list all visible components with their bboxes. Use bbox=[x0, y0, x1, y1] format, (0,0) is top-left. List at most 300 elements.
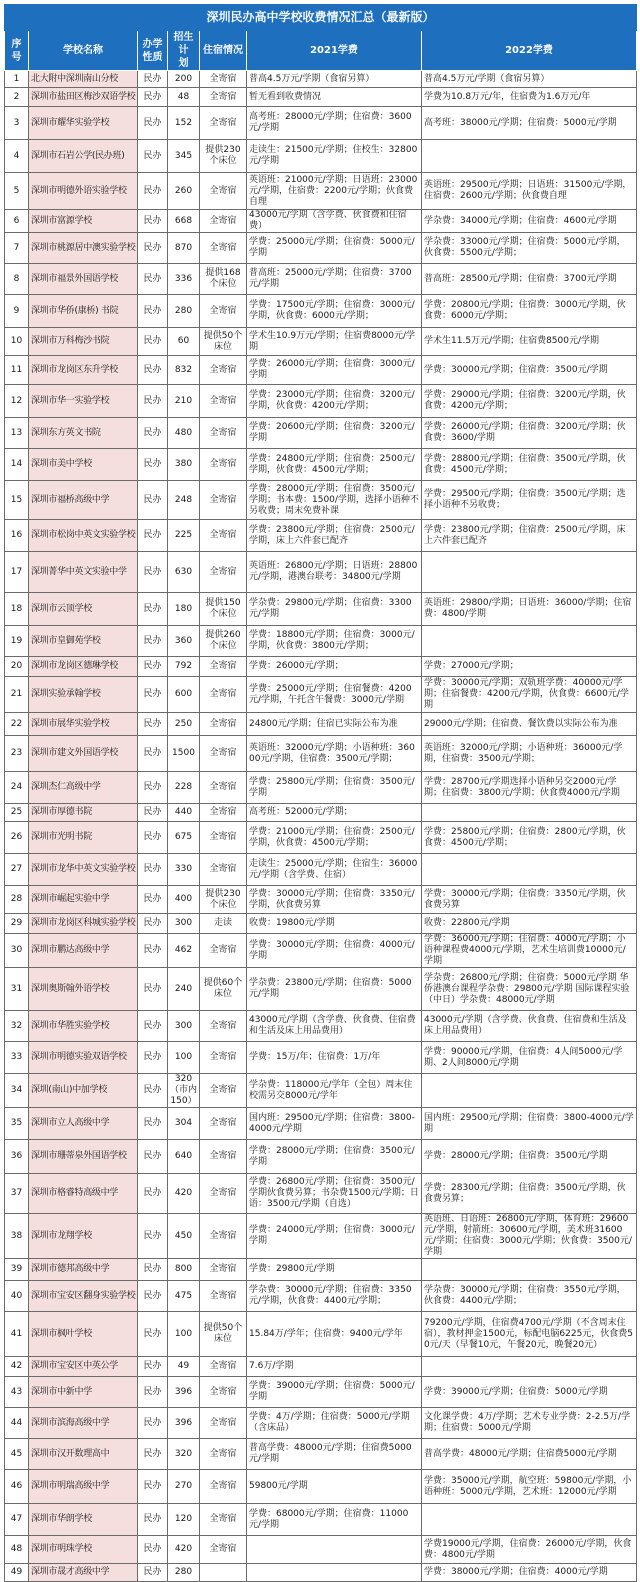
table-row bbox=[5, 804, 637, 822]
fee-2021: 学杂费：29800元/学期；住宿费：3300元/学期 bbox=[247, 593, 422, 626]
fee-2021: 学费：24800元/学期；住宿费：2500元/学期，伙食费：4500元/学期； bbox=[247, 449, 422, 481]
enrollment-plan: 180 bbox=[168, 593, 200, 626]
fee-2022: 普高学费：48000元/学期；住宿费5000元/学期 bbox=[422, 1439, 637, 1470]
school-name: 深圳市美中学校 bbox=[29, 449, 138, 481]
table-body bbox=[5, 71, 637, 1582]
row-number: 21 bbox=[5, 677, 29, 713]
fee-2021: 学费：25800元/学期；住宿费：3500元/学期 bbox=[247, 772, 422, 804]
table-row bbox=[5, 210, 637, 233]
row-number: 26 bbox=[5, 822, 29, 854]
row-number: 43 bbox=[5, 1377, 29, 1408]
enrollment-plan: 475 bbox=[168, 1281, 200, 1312]
fee-2022: 文化课学费：4万/学期；艺术专业学费：2-2.5万/学期；住宿费：5000元/学期 bbox=[422, 1408, 637, 1439]
row-number: 11 bbox=[5, 356, 29, 385]
enrollment-plan: 396 bbox=[168, 1377, 200, 1408]
school-type: 民办 bbox=[138, 1281, 168, 1312]
school-name: 深圳市龙翔学校 bbox=[29, 1214, 138, 1259]
table-row bbox=[5, 657, 637, 677]
fee-2021: 43000元/学期（含学费、伙食费、住宿费和生活及床上用品费用） bbox=[247, 1011, 422, 1042]
row-number: 45 bbox=[5, 1439, 29, 1470]
fee-2022: 学费：20800元/学期；住宿费：3000元/学期，伙食费：6000元/学期； bbox=[422, 295, 637, 328]
row-number: 7 bbox=[5, 233, 29, 264]
fee-2022: 学费：30000元/学期；住宿费：3350元/学期，伙食费另算 bbox=[422, 886, 637, 914]
header-name: 学校名称 bbox=[29, 31, 138, 71]
school-name: 深圳市光明书院 bbox=[29, 822, 138, 854]
school-type: 民办 bbox=[138, 520, 168, 552]
school-name: 深圳市云顶学校 bbox=[29, 593, 138, 626]
fee-2022 bbox=[422, 140, 637, 173]
enrollment-plan: 396 bbox=[168, 1408, 200, 1439]
table-row bbox=[5, 481, 637, 520]
fee-2021: 学费：20600元/学期；住宿费：3200元/学期 bbox=[247, 418, 422, 449]
row-number: 4 bbox=[5, 140, 29, 173]
fee-2021: 学费：17500元/学期；住宿费：3000元/学期，伙食费：6000元/学期； bbox=[247, 295, 422, 328]
fee-2022: 学术生11.5万元/学期；住宿费8500元/学期 bbox=[422, 328, 637, 356]
school-name: 深圳市万科梅沙书院 bbox=[29, 328, 138, 356]
school-type: 民办 bbox=[138, 1011, 168, 1042]
table-row bbox=[5, 593, 637, 626]
school-name: 深圳市汉开数理高中 bbox=[29, 1439, 138, 1470]
fee-2021: 高考班：52000元/学期； bbox=[247, 804, 422, 822]
header-plan bbox=[168, 31, 200, 71]
school-name: 深圳市格睿特高级中学 bbox=[29, 1174, 138, 1214]
dorm-status: 全寄宿 bbox=[200, 1259, 247, 1281]
fee-2021: 普高班：25000元/学期；住宿费：3700元/学期 bbox=[247, 264, 422, 295]
fee-2022 bbox=[422, 1074, 637, 1108]
fee-2022: 学费：30000元/学期；双轨班学费：40000元/学期；住宿餐费：4200元/学期，伙食费：6600元/学期 bbox=[422, 677, 637, 713]
table-row bbox=[5, 934, 637, 968]
table-row bbox=[5, 328, 637, 356]
header-type-line2: 性质 bbox=[142, 51, 163, 63]
school-type: 民办 bbox=[138, 88, 168, 107]
enrollment-plan: 420 bbox=[168, 1174, 200, 1214]
enrollment-plan: 832 bbox=[168, 356, 200, 385]
school-type: 民办 bbox=[138, 356, 168, 385]
enrollment-plan: 480 bbox=[168, 418, 200, 449]
table-row bbox=[5, 1408, 637, 1439]
enrollment-plan: 668 bbox=[168, 210, 200, 233]
row-number: 15 bbox=[5, 481, 29, 520]
row-number: 25 bbox=[5, 804, 29, 822]
row-number: 32 bbox=[5, 1011, 29, 1042]
fee-2021: 暂无看到收费情况 bbox=[247, 88, 422, 107]
school-name: 深圳市晟才高级中学 bbox=[29, 1564, 138, 1582]
table-row bbox=[5, 1504, 637, 1536]
row-number: 23 bbox=[5, 736, 29, 772]
dorm-status: 全寄宿 bbox=[200, 677, 247, 713]
fee-2021 bbox=[247, 1564, 422, 1582]
fee-2021: 学术生10.9万元/学期；住宿费8000元/学期 bbox=[247, 328, 422, 356]
enrollment-plan: 100 bbox=[168, 1042, 200, 1074]
fee-2021: 学费：15万/年；住宿费：1万/年 bbox=[247, 1042, 422, 1074]
school-name: 深圳市展华实验学校 bbox=[29, 713, 138, 736]
school-name: 深圳市龙华中英文实验学校 bbox=[29, 854, 138, 886]
header-plan-line2: 划 bbox=[178, 58, 189, 69]
school-type: 民办 bbox=[138, 210, 168, 233]
school-type: 民办 bbox=[138, 233, 168, 264]
school-type: 民办 bbox=[138, 1140, 168, 1174]
row-number: 35 bbox=[5, 1108, 29, 1140]
school-name: 深圳市龙岗区东升学校 bbox=[29, 356, 138, 385]
fee-2021: 学费：29800元/学期 bbox=[247, 1259, 422, 1281]
dorm-status: 全寄宿 bbox=[200, 1281, 247, 1312]
enrollment-plan: 270 bbox=[168, 1470, 200, 1504]
school-type: 民办 bbox=[138, 804, 168, 822]
row-number: 38 bbox=[5, 1214, 29, 1259]
school-name: 深圳市桃源居中澳实验学校 bbox=[29, 233, 138, 264]
dorm-status: 提供230个床位 bbox=[200, 886, 247, 914]
fee-2022 bbox=[422, 854, 637, 886]
school-name: 深圳市宝安区中英公学 bbox=[29, 1357, 138, 1377]
school-name: 深圳市福桥高级中学 bbox=[29, 481, 138, 520]
row-number: 18 bbox=[5, 593, 29, 626]
enrollment-plan: 1500 bbox=[168, 736, 200, 772]
fee-2021: 学费：39000元/学期；住宿费：5000元/学期 bbox=[247, 1377, 422, 1408]
fee-2022: 学杂费：33000元/学期；住宿费：5000元/学期，伙食费：5500元/学期； bbox=[422, 233, 637, 264]
school-name: 深圳市枫叶学校 bbox=[29, 1312, 138, 1357]
fee-2021: 学费：30000元/学期；住宿费：4000元/学期 bbox=[247, 934, 422, 968]
table-row bbox=[5, 1281, 637, 1312]
school-name: 深圳市华一实验学校 bbox=[29, 385, 138, 418]
fee-summary-table bbox=[4, 4, 637, 1582]
dorm-status: 全寄宿 bbox=[200, 88, 247, 107]
enrollment-plan: 300 bbox=[168, 1011, 200, 1042]
fee-2021: 学费：18800元/学期；住宿费：3000元/学期，伙食费：3800元/学期； bbox=[247, 626, 422, 657]
row-number: 5 bbox=[5, 173, 29, 210]
table-row bbox=[5, 854, 637, 886]
table-row bbox=[5, 1470, 637, 1504]
fee-2022 bbox=[422, 804, 637, 822]
school-type: 民办 bbox=[138, 822, 168, 854]
row-number: 14 bbox=[5, 449, 29, 481]
fee-2021: 学费：28000元/学期；住宿费：3500元/学期；书本费：1500/学期，选择小语种不另收费；周末免费补课 bbox=[247, 481, 422, 520]
enrollment-plan: 320 bbox=[168, 1439, 200, 1470]
dorm-status: 全寄宿 bbox=[200, 385, 247, 418]
fee-2022 bbox=[422, 1259, 637, 1281]
row-number: 2 bbox=[5, 88, 29, 107]
school-type: 民办 bbox=[138, 1504, 168, 1536]
table-row bbox=[5, 449, 637, 481]
table-row bbox=[5, 1011, 637, 1042]
enrollment-plan: 360 bbox=[168, 626, 200, 657]
enrollment-plan: 48 bbox=[168, 88, 200, 107]
dorm-status: 全寄宿 bbox=[200, 449, 247, 481]
fee-2021: 7.6万/学期 bbox=[247, 1357, 422, 1377]
dorm-status: 全寄宿 bbox=[200, 804, 247, 822]
fee-2022: 学费19000元/学期，住宿费：26000元/学期，伙食费：4800元/学期 bbox=[422, 1536, 637, 1564]
school-name: 深圳实验承翰学校 bbox=[29, 677, 138, 713]
school-name: 深圳市松岗中英文实验学校 bbox=[29, 520, 138, 552]
enrollment-plan: 630 bbox=[168, 552, 200, 593]
dorm-status: 全寄宿 bbox=[200, 934, 247, 968]
enrollment-plan: 440 bbox=[168, 804, 200, 822]
row-number: 27 bbox=[5, 854, 29, 886]
fee-2022: 学费：23800元/学期；住宿费：2500元/学期，床上六件套已配齐 bbox=[422, 520, 637, 552]
enrollment-plan: 250 bbox=[168, 713, 200, 736]
school-type: 民办 bbox=[138, 449, 168, 481]
school-name: 深圳东方英文书院 bbox=[29, 418, 138, 449]
dorm-status: 提供168个床位 bbox=[200, 264, 247, 295]
table-row bbox=[5, 385, 637, 418]
school-type: 民办 bbox=[138, 968, 168, 1011]
dorm-status: 提供50个床位 bbox=[200, 328, 247, 356]
header-type-line1: 办学 bbox=[142, 38, 163, 50]
dorm-status: 全寄宿 bbox=[200, 657, 247, 677]
table-row bbox=[5, 1214, 637, 1259]
fee-2022: 学费：35000元/学期，航空班：59800元/学期，小语种班：5000元/学期，艺术班：12000元/学期 bbox=[422, 1470, 637, 1504]
enrollment-plan: 280 bbox=[168, 295, 200, 328]
dorm-status: 全寄宿 bbox=[200, 1504, 247, 1536]
school-name: 深圳市崛起实验中学 bbox=[29, 886, 138, 914]
row-number: 20 bbox=[5, 657, 29, 677]
enrollment-plan: 792 bbox=[168, 657, 200, 677]
fee-2022: 学杂费：30000元/学期；住宿费：3550元/学期，伙食费：4400元/学期； bbox=[422, 1281, 637, 1312]
fee-2021 bbox=[247, 1536, 422, 1564]
fee-2021: 学费：4万/学期；住宿费：5000元/学期（含床品） bbox=[247, 1408, 422, 1439]
fee-2022: 高考班：38000元/学期；住宿费：5000元/学期 bbox=[422, 107, 637, 140]
school-type: 民办 bbox=[138, 1259, 168, 1281]
enrollment-plan: 420 bbox=[168, 1536, 200, 1564]
row-number: 44 bbox=[5, 1408, 29, 1439]
dorm-status: 全寄宿 bbox=[200, 772, 247, 804]
dorm-status: 全寄宿 bbox=[200, 1214, 247, 1259]
school-type: 民办 bbox=[138, 593, 168, 626]
row-number: 13 bbox=[5, 418, 29, 449]
fee-2022 bbox=[422, 1357, 637, 1377]
row-number: 46 bbox=[5, 1470, 29, 1504]
table-row bbox=[5, 713, 637, 736]
school-type: 民办 bbox=[138, 854, 168, 886]
table-row bbox=[5, 1174, 637, 1214]
fee-2021: 学费：24000元/学期；住宿费：3000元/学期 bbox=[247, 1214, 422, 1259]
table-row bbox=[5, 1357, 637, 1377]
fee-2022: 英语班、日语班：26800元/学期，体育班：29600元/学期，射箭班：30600元/学期，美术班31600元/学期；住宿费：3000元/学期；伙食费：3500元/学期 bbox=[422, 1214, 637, 1259]
fee-2022: 学费：39000元/学期；住宿费：5000元/学期 bbox=[422, 1377, 637, 1408]
fee-2022: 学费：36000元/学期；住宿费：4000元/学期；小语种课程费4000元/学期，艺术生培训费10000元/学期 bbox=[422, 934, 637, 968]
header-row bbox=[5, 31, 637, 71]
school-type: 民办 bbox=[138, 1439, 168, 1470]
school-name: 深圳市龙岗区德琳学校 bbox=[29, 657, 138, 677]
fee-2021: 学费：28000元/学期；住宿费：3500元/学期 bbox=[247, 1140, 422, 1174]
school-name: 深圳市福景外国语学校 bbox=[29, 264, 138, 295]
fee-2022: 学杂费：26800元/学期；住宿费：5000元/学期 华侨港澳台课程学杂费：29800元/学期 国际课程实验（中日）学杂费：48000元/学期 bbox=[422, 968, 637, 1011]
school-name: 深圳市明德实验双语学校 bbox=[29, 1042, 138, 1074]
school-type: 民办 bbox=[138, 140, 168, 173]
fee-2021: 学费：26800元/学期；住宿费：3500元/学期伙食费另算；书杂费1500元/学期；日语：3500元/学期（自选） bbox=[247, 1174, 422, 1214]
row-number: 37 bbox=[5, 1174, 29, 1214]
school-type: 民办 bbox=[138, 914, 168, 934]
table-row bbox=[5, 1536, 637, 1564]
fee-2022: 普高4.5万元/学期（食宿另算） bbox=[422, 71, 637, 88]
row-number: 49 bbox=[5, 1564, 29, 1582]
fee-2022: 收费：22800元/学期 bbox=[422, 914, 637, 934]
enrollment-plan: 200 bbox=[168, 71, 200, 88]
enrollment-plan: 462 bbox=[168, 934, 200, 968]
school-name: 深圳市立人高级中学 bbox=[29, 1108, 138, 1140]
fee-2021: 学费：25000元/学期；住宿费：5000元/学期 bbox=[247, 233, 422, 264]
row-number: 9 bbox=[5, 295, 29, 328]
table-row bbox=[5, 736, 637, 772]
dorm-status: 全寄宿 bbox=[200, 713, 247, 736]
school-name: 深圳市华侨(康桥) 书院 bbox=[29, 295, 138, 328]
table-row bbox=[5, 626, 637, 657]
enrollment-plan: 330 bbox=[168, 854, 200, 886]
table-row bbox=[5, 1108, 637, 1140]
row-number: 42 bbox=[5, 1357, 29, 1377]
fee-2022 bbox=[422, 1504, 637, 1536]
table-row bbox=[5, 1042, 637, 1074]
school-type: 民办 bbox=[138, 1408, 168, 1439]
school-name: 深圳市皇御苑学校 bbox=[29, 626, 138, 657]
school-type: 民办 bbox=[138, 886, 168, 914]
dorm-status: 全寄宿 bbox=[200, 1140, 247, 1174]
enrollment-plan: 336 bbox=[168, 264, 200, 295]
row-number: 28 bbox=[5, 886, 29, 914]
enrollment-plan: 600 bbox=[168, 677, 200, 713]
enrollment-plan: 60 bbox=[168, 328, 200, 356]
row-number: 22 bbox=[5, 713, 29, 736]
fee-2021: 英语班：26800元/学期；日语班：28800元/学期，港澳台联考：34800元/学期 bbox=[247, 552, 422, 593]
row-number: 12 bbox=[5, 385, 29, 418]
school-type: 民办 bbox=[138, 626, 168, 657]
fee-2022: 29000元/学期；住宿费、餐饮费以实际公布为准 bbox=[422, 713, 637, 736]
school-name: 深圳市德邦高级中学 bbox=[29, 1259, 138, 1281]
fee-2021: 收费：19800元/学期 bbox=[247, 914, 422, 934]
fee-2021: 高考班：28000元/学期；住宿费：3600元/学期 bbox=[247, 107, 422, 140]
dorm-status: 全寄宿 bbox=[200, 295, 247, 328]
table-row bbox=[5, 173, 637, 210]
row-number: 8 bbox=[5, 264, 29, 295]
school-type: 民办 bbox=[138, 1074, 168, 1108]
school-type: 民办 bbox=[138, 418, 168, 449]
fee-2022: 英语班：29800/学期；日语班：36000/学期；住宿费：4800/学期 bbox=[422, 593, 637, 626]
table-row bbox=[5, 1312, 637, 1357]
row-number: 47 bbox=[5, 1504, 29, 1536]
school-name: 深圳奥斯翰外语学校 bbox=[29, 968, 138, 1011]
fee-2022: 英语班：32000元/学期；小语种班：36000元/学期，住宿费：3500元/学期； bbox=[422, 736, 637, 772]
school-type: 民办 bbox=[138, 481, 168, 520]
table-row bbox=[5, 677, 637, 713]
fee-2021: 59800元/学期 bbox=[247, 1470, 422, 1504]
fee-2022: 学费：30000元/学期；住宿费：3500元/学期 bbox=[422, 356, 637, 385]
school-name: 深圳杰仁高级中学 bbox=[29, 772, 138, 804]
school-type: 民办 bbox=[138, 173, 168, 210]
table-row bbox=[5, 1564, 637, 1582]
header-fee-2022: 2022学费 bbox=[422, 31, 637, 71]
page-title: 深圳民办高中学校收费情况汇总（最新版） bbox=[5, 5, 637, 31]
table-row bbox=[5, 88, 637, 107]
fee-2021: 学杂费：118000元/学年（全包）周末住校需另交8000元/学年 bbox=[247, 1074, 422, 1108]
row-number: 6 bbox=[5, 210, 29, 233]
fee-2022: 学费为10.8万元/年，住宿费为1.6万元/年 bbox=[422, 88, 637, 107]
dorm-status: 全寄宿 bbox=[200, 418, 247, 449]
school-name: 深圳市华胜实验学校 bbox=[29, 1011, 138, 1042]
row-number: 41 bbox=[5, 1312, 29, 1357]
table-row bbox=[5, 140, 637, 173]
enrollment-plan: 260 bbox=[168, 173, 200, 210]
row-number: 33 bbox=[5, 1042, 29, 1074]
row-number: 40 bbox=[5, 1281, 29, 1312]
fee-2021: 英语班：21000元/学期；日语班：23000元/学期，住宿费：2200元/学期；伙食费自理 bbox=[247, 173, 422, 210]
enrollment-plan: 228 bbox=[168, 772, 200, 804]
school-name: 深圳菁华中英文实验中学 bbox=[29, 552, 138, 593]
row-number: 16 bbox=[5, 520, 29, 552]
enrollment-plan: 100 bbox=[168, 1312, 200, 1357]
enrollment-plan: 300 bbox=[168, 914, 200, 934]
table-row bbox=[5, 1439, 637, 1470]
row-number: 10 bbox=[5, 328, 29, 356]
row-number: 29 bbox=[5, 914, 29, 934]
fee-2022: 学费：28300元/学期；住宿费：3500元/学期，伙食费另算； bbox=[422, 1174, 637, 1214]
school-type: 民办 bbox=[138, 1536, 168, 1564]
fee-2021: 学费：26000元/学期；住宿费：3000元/学期 bbox=[247, 356, 422, 385]
fee-2022: 学费：29000元/学期；住宿费：3200元/学期，伙食费：4200元/学期； bbox=[422, 385, 637, 418]
fee-2022: 学费：29500元/学期；住宿费：3500元/学期；选择小语种不另收费； bbox=[422, 481, 637, 520]
fee-2021: 普高4.5万元/学期（食宿另算） bbox=[247, 71, 422, 88]
dorm-status: 全寄宿 bbox=[200, 1011, 247, 1042]
fee-2021: 国内班：29500元/学期；住宿费：3800-4000元/学期 bbox=[247, 1108, 422, 1140]
table-row bbox=[5, 1377, 637, 1408]
school-name: 深圳市明瑞高级中学 bbox=[29, 1470, 138, 1504]
school-type: 民办 bbox=[138, 328, 168, 356]
table-row bbox=[5, 71, 637, 88]
table-row bbox=[5, 264, 637, 295]
school-name: 深圳市明珠学校 bbox=[29, 1536, 138, 1564]
table-row bbox=[5, 886, 637, 914]
dorm-status bbox=[200, 1564, 247, 1582]
school-name: 深圳(南山)中加学校 bbox=[29, 1074, 138, 1108]
fee-2021: 15.84万/学年；住宿费：9400元/学年 bbox=[247, 1312, 422, 1357]
dorm-status: 全寄宿 bbox=[200, 173, 247, 210]
dorm-status: 全寄宿 bbox=[200, 1042, 247, 1074]
dorm-status: 全寄宿 bbox=[200, 1377, 247, 1408]
school-type: 民办 bbox=[138, 1470, 168, 1504]
header-dorm: 住宿情况 bbox=[200, 31, 247, 71]
enrollment-plan: 320（市内150） bbox=[168, 1074, 200, 1108]
fee-2022: 普高班：28500元/学期；住宿费：3700元/学期 bbox=[422, 264, 637, 295]
enrollment-plan: 800 bbox=[168, 1259, 200, 1281]
fee-2022: 学费：27000元/学期； bbox=[422, 657, 637, 677]
school-name: 深圳市盐田区梅沙双语学校 bbox=[29, 88, 138, 107]
fee-2022: 学费：90000元/学期，住宿费：4人间5000元/学期、2人间8000元/学期 bbox=[422, 1042, 637, 1074]
dorm-status: 提供230个床位 bbox=[200, 140, 247, 173]
school-name: 深圳市宝安区翻身实验学校 bbox=[29, 1281, 138, 1312]
enrollment-plan: 870 bbox=[168, 233, 200, 264]
row-number: 19 bbox=[5, 626, 29, 657]
school-name: 深圳市中新中学 bbox=[29, 1377, 138, 1408]
fee-2021: 学杂费：30000元/学期；住宿费：3350元/学期，伙食费：4400元/学期； bbox=[247, 1281, 422, 1312]
fee-2021: 学费：30000元/学期；住宿费：3350元/学期，伙食费另算 bbox=[247, 886, 422, 914]
table-row bbox=[5, 552, 637, 593]
school-type: 民办 bbox=[138, 713, 168, 736]
enrollment-plan: 450 bbox=[168, 1214, 200, 1259]
dorm-status: 全寄宿 bbox=[200, 822, 247, 854]
dorm-status: 全寄宿 bbox=[200, 210, 247, 233]
enrollment-plan: 675 bbox=[168, 822, 200, 854]
school-type: 民办 bbox=[138, 1564, 168, 1582]
header-type bbox=[138, 31, 168, 71]
dorm-status: 全寄宿 bbox=[200, 1174, 247, 1214]
fee-2021: 走读生：25000元/学期；住宿生：36000元/学期（含学费、住宿） bbox=[247, 854, 422, 886]
fee-2021: 24800元/学期；住宿已实际公布为准 bbox=[247, 713, 422, 736]
fee-2022: 学费：28800元/学期；住宿费：3500元/学期，伙食费：4500元/学期； bbox=[422, 449, 637, 481]
fee-2021: 走读生：21500元/学期；住校生：32800元/学期 bbox=[247, 140, 422, 173]
fee-2021: 学费：25000元/学期；住宿餐费：4200元/学期，午托含午餐费：3000元/学期 bbox=[247, 677, 422, 713]
fee-2021: 学杂费：23800元/学期；住宿费：5000元/学期 bbox=[247, 968, 422, 1011]
dorm-status: 提供260个床位 bbox=[200, 626, 247, 657]
school-name: 深圳市明德外语实验学校 bbox=[29, 173, 138, 210]
table-row bbox=[5, 295, 637, 328]
